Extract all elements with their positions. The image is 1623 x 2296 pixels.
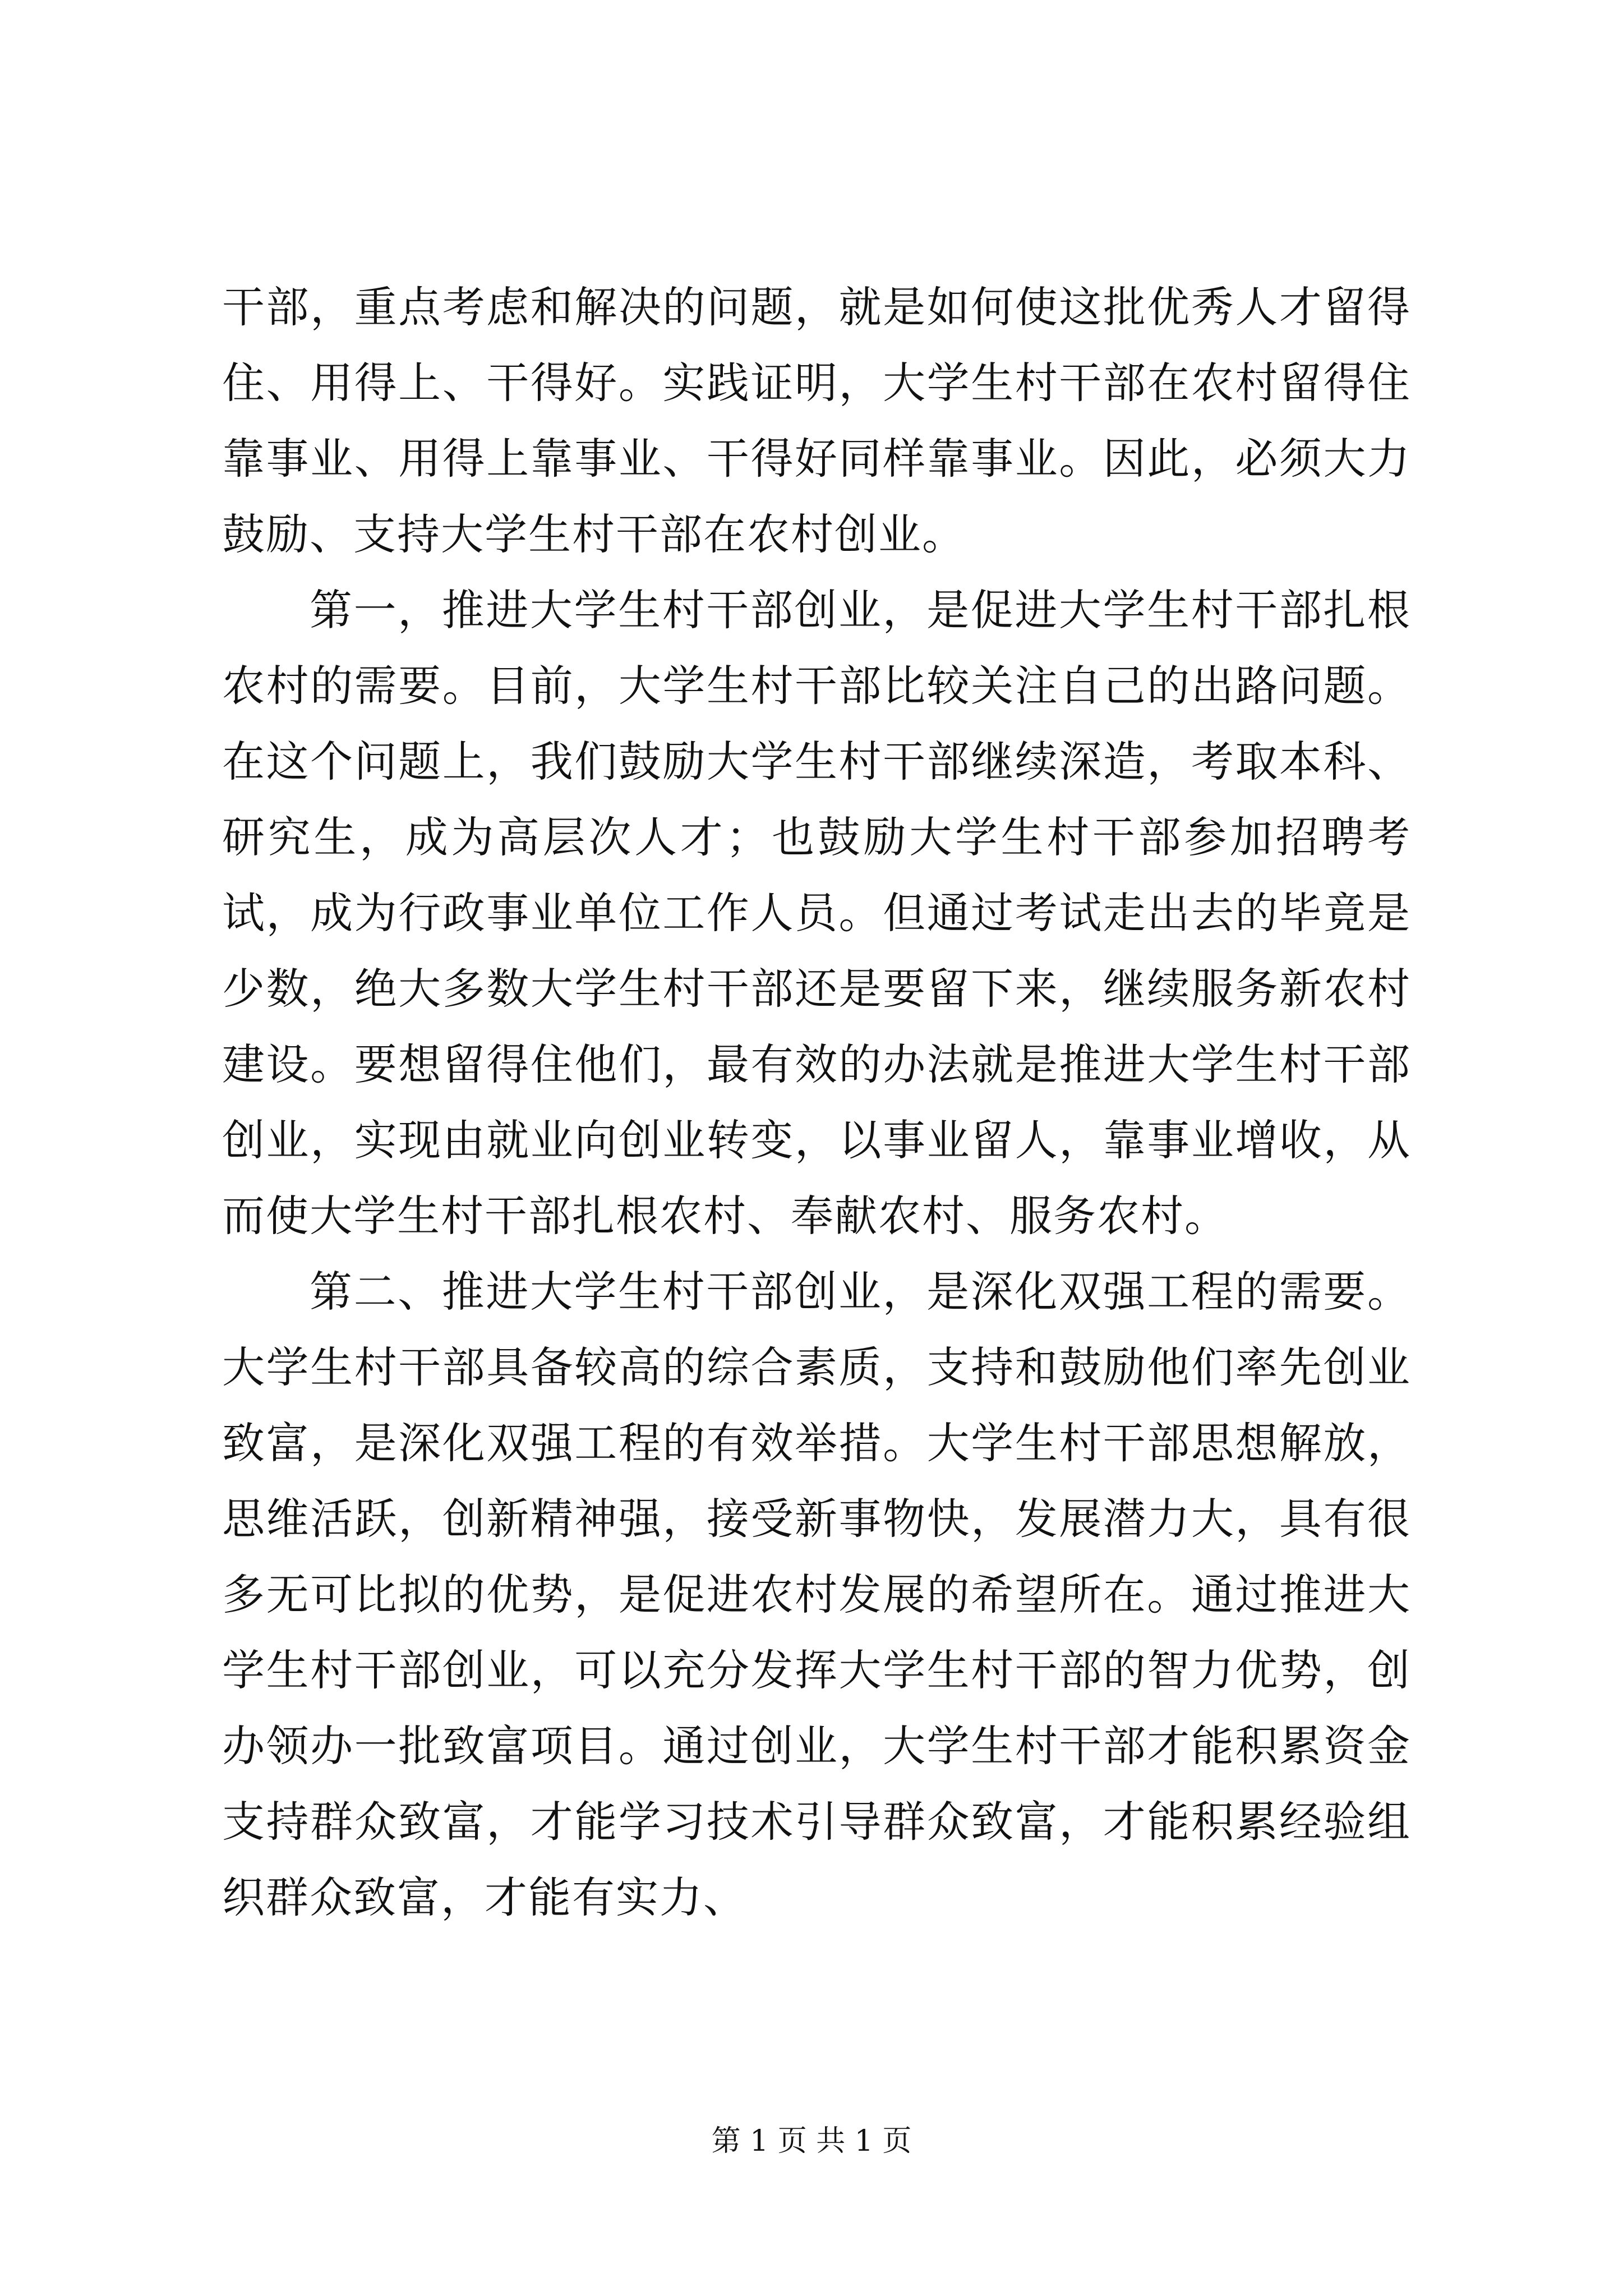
paragraph-continuation: 干部，重点考虑和解决的问题，就是如何使这批优秀人才留得住、用得上、干得好。实践证明，大学生村干部在农村留得住靠事业、用得上靠事业、干得好同样靠事业。因此，必须大力鼓励、支持大学生村干部在农村创业。 [222,282,1411,559]
document-body [222,269,1411,1935]
paragraph-second-point: 第二、推进大学生村干部创业，是深化双强工程的需要。大学生村干部具备较高的综合素质，支持和鼓励他们率先创业致富，是深化双强工程的有效举措。大学生村干部思想解放，思维活跃，创新精神强，接受新事物快，发展潜力大，具有很多无可比拟的优势，是促进农村发展的希望所在。通过推进大学生村干部创业，可以充分发挥大学生村干部的智力优势，创办领办一批致富项目。通过创业，大学生村干部才能积累资金支持群众致富，才能学习技术引导群众致富，才能积累经验组织群众致富，才能有实力、 [222,1267,1411,1922]
page-number-footer: 第 1 页 共 1 页 [711,2124,912,2158]
paragraph-first-point: 第一，推进大学生村干部创业，是促进大学生村干部扎根农村的需要。目前，大学生村干部比较关注自己的出路问题。在这个问题上，我们鼓励大学生村干部继续深造，考取本科、研究生，成为高层次人才；也鼓励大学生村干部参加招聘考试，成为行政事业单位工作人员。但通过考试走出去的毕竟是少数，绝大多数大学生村干部还是要留下来，继续服务新农村建设。要想留得住他们，最有效的办法就是推进大学生村干部创业，实现由就业向创业转变，以事业留人，靠事业增收，从而使大学生村干部扎根农村、奉献农村、服务农村。 [222,585,1411,1241]
